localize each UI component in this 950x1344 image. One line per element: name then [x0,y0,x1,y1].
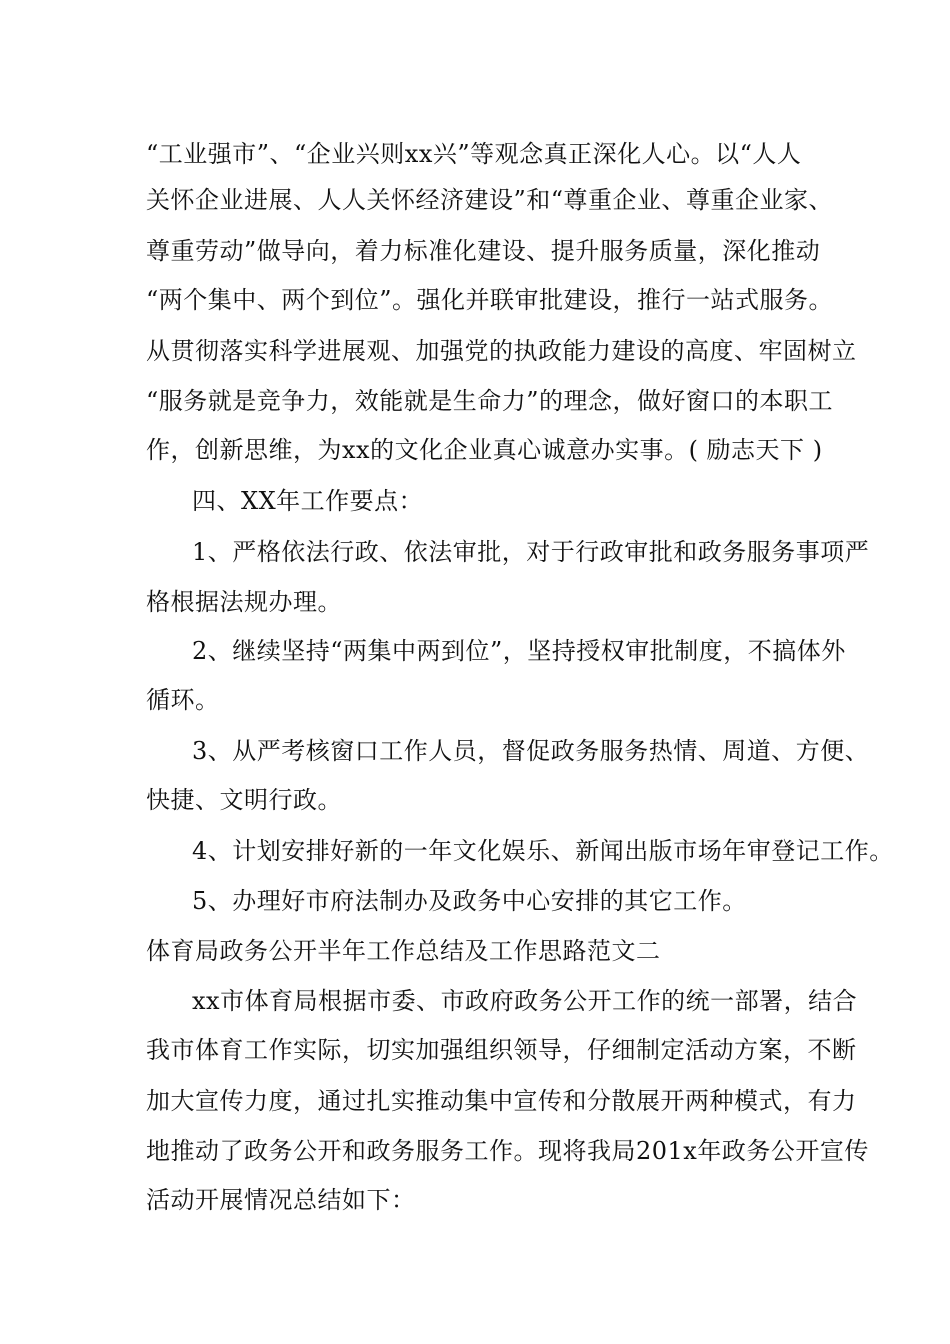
paragraph-line: 关怀企业进展、人人关怀经济建设”和“尊重企业、尊重企业家、 [146,186,834,214]
paragraph-line: 作，创新思维，为xx的文化企业真心诚意办实事。( 励志天下 ) [146,436,823,464]
paragraph-line: 地推动了政务公开和政务服务工作。现将我局201x年政务公开宣传 [146,1137,869,1165]
list-item-line: 5、办理好市府法制办及政务中心安排的其它工作。 [192,887,747,915]
paragraph-line: “工业强市”、“企业兴则xx兴”等观念真正深化人心。以“人人 [146,140,802,168]
article-title: 体育局政务公开半年工作总结及工作思路范文二 [146,937,661,965]
paragraph-line: “两个集中、两个到位”。强化并联审批建设，推行一站式服务。 [146,286,834,314]
list-item-line: 格根据法规办理。 [146,588,342,616]
list-item-line: 循环。 [146,686,220,714]
list-item-line: 快捷、文明行政。 [146,786,342,814]
paragraph-line: 加大宣传力度，通过扎实推动集中宣传和分散展开两种模式，有力 [146,1087,857,1115]
paragraph-line: 尊重劳动”做导向，着力标准化建设、提升服务质量，深化推动 [146,237,821,265]
list-item-line: 1、严格依法行政、依法审批，对于行政审批和政务服务事项严 [192,538,870,566]
paragraph-line: “服务就是竞争力，效能就是生命力”的理念，做好窗口的本职工 [146,387,834,415]
paragraph-line: 活动开展情况总结如下： [146,1186,416,1214]
list-item-line: 3、从严考核窗口工作人员，督促政务服务热情、周道、方便、 [192,737,870,765]
paragraph-line: xx市体育局根据市委、市政府政务公开工作的统一部署，结合 [192,987,858,1015]
paragraph-line: 我市体育工作实际，切实加强组织领导，仔细制定活动方案，不断 [146,1036,857,1064]
paragraph-line: 从贯彻落实科学进展观、加强党的执政能力建设的高度、牢固树立 [146,337,857,365]
list-item-line: 2、继续坚持“两集中两到位”，坚持授权审批制度，不搞体外 [192,637,846,665]
list-item-line: 4、计划安排好新的一年文化娱乐、新闻出版市场年审登记工作。 [192,837,894,865]
section-heading: 四、XX年工作要点： [192,487,424,515]
